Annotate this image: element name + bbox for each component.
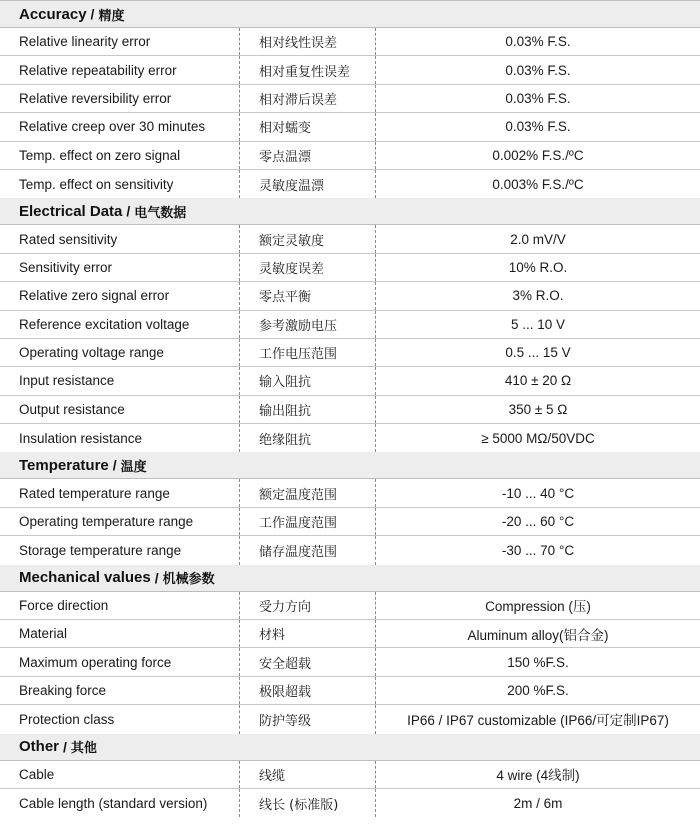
parameter-value: 0.03% F.S.	[505, 34, 571, 50]
spec-row	[0, 339, 700, 367]
spec-row	[0, 282, 700, 310]
parameter-value: ≥ 5000 MΩ/50VDC	[481, 430, 595, 446]
parameter-name-zh: 线缆	[240, 761, 376, 788]
section-header	[0, 1, 700, 28]
parameter-name-en: Insulation resistance	[0, 424, 240, 452]
parameter-name-zh: 相对线性误差	[240, 28, 376, 55]
parameter-name-en: Relative reversibility error	[0, 85, 240, 112]
parameter-value: 0.03% F.S.	[505, 62, 571, 78]
spec-section	[0, 452, 700, 564]
parameter-name-en: Material	[0, 620, 240, 647]
section-title-separator: /	[154, 569, 159, 586]
section-rows	[0, 225, 700, 452]
parameter-name-en: Temp. effect on sensitivity	[0, 170, 240, 198]
section-title-zh: 温度	[120, 459, 147, 475]
section-title-en: Accuracy	[19, 5, 87, 23]
parameter-value: 3% R.O.	[512, 288, 564, 304]
parameter-name-zh: 工作电压范围	[240, 339, 376, 366]
section-title-zh: 精度	[98, 8, 125, 24]
spec-row	[0, 761, 700, 789]
parameter-name-en: Relative linearity error	[0, 28, 240, 55]
parameter-name-zh: 材料	[240, 620, 376, 647]
section-rows	[0, 592, 700, 734]
section-rows	[0, 479, 700, 564]
parameter-name-zh: 受力方向	[240, 592, 376, 619]
parameter-value: 150 %F.S.	[507, 654, 569, 670]
parameter-value: 2.0 mV/V	[510, 231, 566, 247]
section-title-zh: 其他	[70, 741, 97, 757]
section-header	[0, 734, 700, 761]
parameter-value: 200 %F.S.	[507, 683, 569, 698]
parameter-value: -10 ... 40 °C	[501, 485, 575, 501]
parameter-name-en: Reference excitation voltage	[0, 311, 240, 338]
parameter-name-en: Relative zero signal error	[0, 282, 240, 309]
spec-row	[0, 170, 700, 198]
parameter-value: 0.03% F.S.	[505, 119, 571, 135]
parameter-name-en: Temp. effect on zero signal	[0, 142, 240, 169]
spec-row	[0, 620, 700, 648]
section-title-en: Electrical Data	[19, 202, 123, 220]
section-title-separator: /	[63, 738, 67, 755]
parameter-name-en: Cable length (standard version)	[0, 789, 240, 817]
section-header	[0, 565, 700, 592]
spec-row	[0, 508, 700, 536]
section-title-separator: /	[90, 6, 95, 22]
parameter-name-en: Cable	[0, 761, 240, 788]
parameter-name-en: Operating voltage range	[0, 339, 240, 366]
spec-row	[0, 113, 700, 141]
section-title-en: Temperature	[19, 456, 109, 474]
spec-row	[0, 677, 700, 705]
spec-section	[0, 565, 700, 734]
parameter-name-zh: 储存温度范围	[240, 536, 376, 564]
parameter-value: Aluminum alloy(铝合金)	[467, 627, 609, 643]
parameter-name-en: Sensitivity error	[0, 254, 240, 281]
parameter-name-en: Relative repeatability error	[0, 56, 240, 83]
spec-row	[0, 56, 700, 84]
parameter-value: 2m / 6m	[513, 795, 563, 811]
parameter-name-zh: 输出阻抗	[240, 396, 376, 423]
spec-row	[0, 479, 700, 507]
spec-row	[0, 648, 700, 676]
parameter-name-zh: 相对滞后误差	[240, 85, 376, 112]
parameter-name-en: Operating temperature range	[0, 508, 240, 535]
parameter-value: 5 ... 10 V	[510, 316, 566, 332]
parameter-name-zh: 相对重复性误差	[240, 56, 376, 83]
section-header	[0, 198, 700, 225]
parameter-name-zh: 极限超载	[240, 677, 376, 704]
parameter-name-en: Input resistance	[0, 367, 240, 394]
section-title-zh: 机械参数	[162, 572, 215, 588]
parameter-value: Compression (压)	[485, 599, 591, 615]
parameter-name-zh: 防护等级	[240, 705, 376, 733]
parameter-name-zh: 工作温度范围	[240, 508, 376, 535]
parameter-value: 0.003% F.S./ºC	[492, 176, 584, 192]
spec-section	[0, 734, 700, 818]
parameter-value: IP66 / IP67 customizable (IP66/可定制IP67)	[407, 713, 669, 729]
parameter-name-en: Output resistance	[0, 396, 240, 423]
section-rows	[0, 28, 700, 198]
section-title-zh: 电气数据	[134, 205, 187, 221]
spec-row	[0, 367, 700, 395]
parameter-name-zh: 灵敏度误差	[240, 254, 376, 281]
parameter-name-en: Rated sensitivity	[0, 225, 240, 252]
parameter-name-en: Maximum operating force	[0, 648, 240, 675]
parameter-name-en: Force direction	[0, 592, 240, 619]
parameter-value: 350 ± 5 Ω	[508, 401, 568, 417]
parameter-name-en: Protection class	[0, 705, 240, 733]
spec-row	[0, 705, 700, 733]
parameter-value: -30 ... 70 °C	[501, 542, 575, 558]
spec-row	[0, 225, 700, 253]
section-title-en: Mechanical values	[19, 569, 151, 587]
spec-row	[0, 254, 700, 282]
parameter-name-zh: 参考激励电压	[240, 311, 376, 338]
parameter-name-en: Storage temperature range	[0, 536, 240, 564]
section-title-en: Other	[19, 738, 60, 756]
spec-section	[0, 198, 700, 452]
section-rows	[0, 761, 700, 818]
spec-row	[0, 424, 700, 452]
parameter-name-en: Relative creep over 30 minutes	[0, 113, 240, 140]
section-title-separator: /	[126, 203, 131, 220]
parameter-name-zh: 零点温漂	[240, 142, 376, 169]
parameter-value: 0.002% F.S./ºC	[492, 147, 584, 163]
spec-row	[0, 85, 700, 113]
parameter-value: 410 ± 20 Ω	[504, 373, 572, 389]
parameter-name-zh: 额定灵敏度	[240, 225, 376, 252]
spec-section	[0, 1, 700, 198]
parameter-name-en: Rated temperature range	[0, 479, 240, 506]
spec-row	[0, 536, 700, 564]
parameter-value: 10% R.O.	[508, 259, 568, 275]
parameter-name-zh: 零点平衡	[240, 282, 376, 309]
parameter-value: 0.03% F.S.	[505, 90, 571, 106]
parameter-name-zh: 额定温度范围	[240, 479, 376, 506]
section-header	[0, 452, 700, 479]
spec-row	[0, 142, 700, 170]
spec-row	[0, 592, 700, 620]
spec-row	[0, 789, 700, 817]
parameter-name-en: Breaking force	[0, 677, 240, 704]
parameter-name-zh: 输入阻抗	[240, 367, 376, 394]
section-title-separator: /	[112, 457, 117, 474]
parameter-name-zh: 安全超载	[240, 648, 376, 675]
spec-row	[0, 311, 700, 339]
parameter-value: 4 wire (4线制)	[496, 768, 580, 784]
parameter-value: -20 ... 60 °C	[501, 514, 575, 530]
parameter-name-zh: 灵敏度温漂	[240, 170, 376, 198]
spec-row	[0, 28, 700, 56]
parameter-name-zh: 相对蠕变	[240, 113, 376, 140]
parameter-name-zh: 绝缘阻抗	[240, 424, 376, 452]
parameter-name-zh: 线长 (标准版)	[240, 789, 376, 817]
parameter-value: 0.5 ... 15 V	[505, 345, 571, 361]
spec-row	[0, 396, 700, 424]
